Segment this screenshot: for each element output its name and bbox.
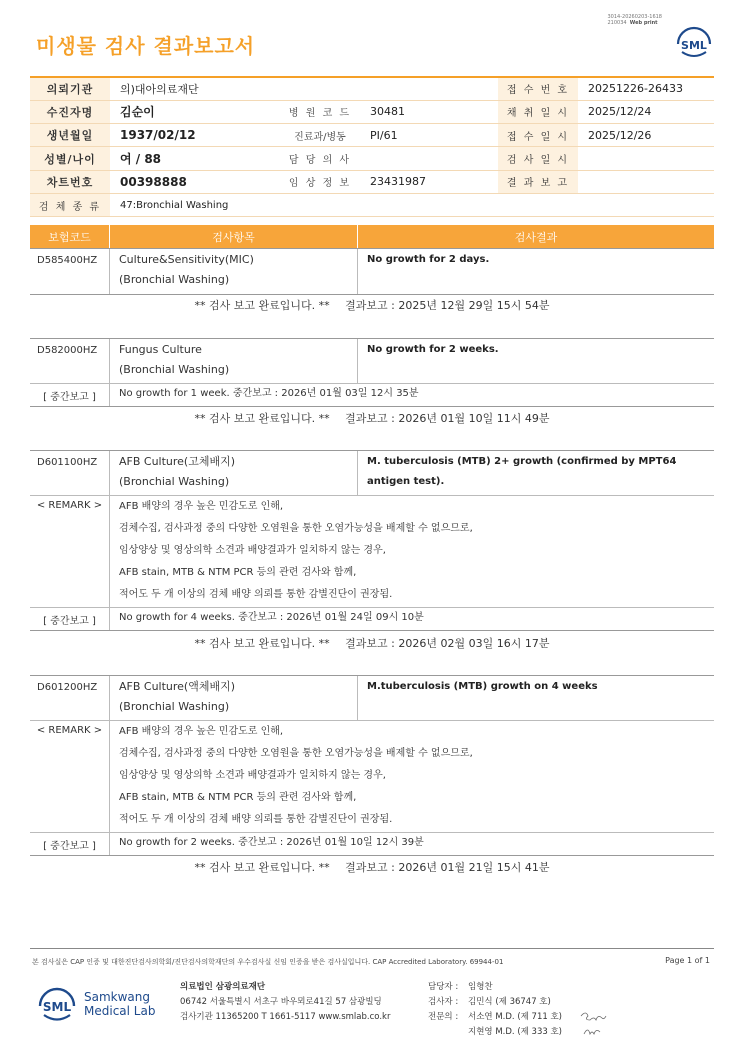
test-block-fungus <box>30 338 714 407</box>
test-item-name: AFB Culture(고체배지) <box>119 455 236 468</box>
interim-label: [ 중간보고 ] <box>30 384 110 406</box>
logo-text: SML <box>681 39 707 52</box>
manager-label: 담당자 : <box>428 982 459 992</box>
test-result: No growth for 2 days. <box>367 254 490 265</box>
test-code: D601200HZ <box>30 676 110 720</box>
remark-line: 적어도 두 개 이상의 검체 배양 의뢰를 통한 감별진단이 권장됨. <box>119 814 393 825</box>
clinical-label: 임 상 정 보 <box>280 170 360 193</box>
test-item-name: Culture&Sensitivity(MIC) <box>119 253 254 266</box>
corp-address: 06742 서울특별시 서초구 바우뫼로41길 57 삼광빌딩 <box>180 997 382 1007</box>
report-complete-text: ** 검사 보고 완료입니다. ** <box>194 412 330 425</box>
doctor-value <box>360 147 498 170</box>
remark-line: AFB stain, MTB & NTM PCR 등의 관련 검사와 함께, <box>119 792 357 803</box>
interim-row <box>30 833 714 855</box>
test-row <box>30 249 714 294</box>
column-result: 검사결과 <box>514 230 558 244</box>
specialist-value: 지현영 M.D. (제 333 호) <box>468 1027 563 1037</box>
results-header <box>30 225 714 248</box>
info-row <box>30 147 714 170</box>
test-item-specimen: (Bronchial Washing) <box>119 363 230 376</box>
remark-line: 적어도 두 개 이상의 검체 배양 의뢰를 통한 감별진단이 권장됨. <box>119 589 393 600</box>
report-complete-text: ** 검사 보고 완료입니다. ** <box>194 637 330 650</box>
test-item <box>110 339 358 383</box>
remark-line: AFB stain, MTB & NTM PCR 등의 관련 검사와 함께, <box>119 567 357 578</box>
test-date-label: 검 사 일 시 <box>498 147 578 170</box>
remark-line: 임상양상 및 영상의학 소견과 배양결과가 일치하지 않는 경우, <box>119 545 386 556</box>
test-item-specimen: (Bronchial Washing) <box>119 273 230 286</box>
test-item <box>110 451 358 495</box>
sml-logo-icon <box>36 982 78 1024</box>
test-item <box>110 676 358 720</box>
test-code: D585400HZ <box>30 249 110 294</box>
remark-line: 임상양상 및 영상의학 소견과 배양결과가 일치하지 않는 경우, <box>119 770 386 781</box>
test-date-value <box>578 147 714 170</box>
chart-label: 차트번호 <box>30 170 110 193</box>
tester-label: 검사자 : <box>428 997 459 1007</box>
sml-logo-icon <box>674 22 714 60</box>
requester-label: 의뢰기관 <box>30 77 110 100</box>
test-code: D582000HZ <box>30 339 110 383</box>
test-item-name: Fungus Culture <box>119 343 202 356</box>
manager-value: 임형찬 <box>468 982 493 992</box>
test-block-culture <box>30 248 714 295</box>
interim-text: No growth for 1 week. 중간보고 : 2026년 01월 03일 12시 35분 <box>119 388 419 399</box>
remark-row <box>30 496 714 608</box>
column-item: 검사항목 <box>110 225 358 248</box>
remark-line: AFB 배양의 경우 높은 민감도로 인해, <box>119 501 284 512</box>
report-complete-line <box>30 410 714 426</box>
doctor-label: 담 당 의 사 <box>280 147 360 170</box>
info-row <box>30 124 714 147</box>
brand-name <box>84 990 155 1018</box>
report-complete-text: ** 검사 보고 완료입니다. ** <box>194 861 330 874</box>
page-number: Page 1 of 1 <box>665 956 710 965</box>
receipt-date-label: 접 수 일 시 <box>498 124 578 147</box>
receipt-date-value: 2025/12/26 <box>578 124 714 147</box>
test-block-afb-solid <box>30 450 714 631</box>
remark-line: 검체수집, 검사과정 중의 다양한 오염원을 통한 오염가능성을 배제할 수 없으므로, <box>119 523 473 534</box>
footer-divider <box>30 948 714 949</box>
info-row <box>30 77 714 100</box>
report-complete-time: 결과보고 : 2025년 12월 29일 15시 54분 <box>345 299 550 312</box>
test-item <box>110 249 358 294</box>
staff-info <box>428 980 562 1040</box>
patient-label: 수진자명 <box>30 100 110 123</box>
report-label: 결 과 보 고 <box>498 170 578 193</box>
patient-value: 김순이 <box>110 100 280 123</box>
test-item-specimen: (Bronchial Washing) <box>119 700 230 713</box>
chart-value: 00398888 <box>110 170 280 193</box>
remark-label: < REMARK > <box>30 721 110 832</box>
remark-text <box>110 496 714 607</box>
document-code <box>607 14 662 26</box>
info-row <box>30 170 714 193</box>
receipt-no-value: 20251226-26433 <box>578 77 714 100</box>
birth-label: 생년월일 <box>30 124 110 147</box>
report-complete-line <box>30 859 714 875</box>
remark-line: AFB 배양의 경우 높은 민감도로 인해, <box>119 726 284 737</box>
interim-text: No growth for 4 weeks. 중간보고 : 2026년 01월 24일 09시 10분 <box>119 612 424 623</box>
specialist-value: 서소연 M.D. (제 711 호) <box>468 1012 563 1022</box>
report-complete-time: 결과보고 : 2026년 01월 10일 11시 49분 <box>345 412 550 425</box>
report-complete-line <box>30 297 714 313</box>
dept-label: 진료과/병동 <box>280 124 360 147</box>
report-value <box>578 170 714 193</box>
test-row <box>30 339 714 384</box>
report-complete-text: ** 검사 보고 완료입니다. ** <box>194 299 330 312</box>
corp-contact: 검사기관 11365200 T 1661-5117 www.smlab.co.kr <box>180 1012 391 1022</box>
info-row <box>30 193 714 216</box>
accreditation-note: 본 검사실은 CAP 인증 및 대한진단검사의학회/진단검사의학재단의 우수검사실 신임 인증을 받은 검사실입니다. CAP Accredited Laboratory. 69944-01 <box>32 958 504 966</box>
logo-text: SML <box>42 1000 72 1014</box>
specimen-value: 47:Bronchial Washing <box>110 193 714 216</box>
web-print-label: Web print <box>629 20 658 26</box>
corporation-info <box>180 980 390 1025</box>
receipt-no-label: 접 수 번 호 <box>498 77 578 100</box>
corp-name: 의료법인 삼광의료재단 <box>180 982 266 992</box>
interim-label: [ 중간보고 ] <box>30 833 110 855</box>
info-row <box>30 100 714 123</box>
doc-code-line: 3014-20260203-1618 <box>607 14 662 20</box>
report-complete-time: 결과보고 : 2026년 01월 21일 15시 41분 <box>345 861 550 874</box>
interim-row <box>30 384 714 406</box>
collect-date-label: 채 취 일 시 <box>498 100 578 123</box>
test-item-specimen: (Bronchial Washing) <box>119 475 230 488</box>
sex-age-label: 성별/나이 <box>30 147 110 170</box>
dept-value: PI/61 <box>360 124 498 147</box>
column-code: 보험코드 <box>30 225 110 248</box>
interim-row <box>30 608 714 630</box>
test-code: D601100HZ <box>30 451 110 495</box>
interim-label: [ 중간보고 ] <box>30 608 110 630</box>
test-row <box>30 676 714 721</box>
brand-line: Medical Lab <box>84 1004 156 1018</box>
interim-text: No growth for 2 weeks. 중간보고 : 2026년 01월 10일 12시 39분 <box>119 837 424 848</box>
doc-code-line-2: 210034 <box>607 20 627 26</box>
clinical-value: 23431987 <box>360 170 498 193</box>
sex-age-value: 여 / 88 <box>110 147 280 170</box>
hospital-code-value: 30481 <box>360 100 498 123</box>
specimen-label: 검 체 종 류 <box>30 193 110 216</box>
test-result: M. tuberculosis (MTB) 2+ growth (confirmed by MPT64 antigen test). <box>367 456 677 487</box>
remark-line: 검체수집, 검사과정 중의 다양한 오염원을 통한 오염가능성을 배제할 수 없으므로, <box>119 748 473 759</box>
test-block-afb-liquid <box>30 675 714 856</box>
report-complete-line <box>30 635 714 651</box>
remark-row <box>30 721 714 833</box>
signature-icon <box>578 1008 608 1040</box>
report-complete-time: 결과보고 : 2026년 02월 03일 16시 17분 <box>345 637 550 650</box>
test-result: M.tuberculosis (MTB) growth on 4 weeks <box>367 681 598 692</box>
tester-value: 김민식 (제 36747 호) <box>468 997 551 1007</box>
test-item-name: AFB Culture(액체배지) <box>119 680 236 693</box>
page-title: 미생물 검사 결과보고서 <box>36 34 256 58</box>
specialist-label: 전문의 : <box>428 1012 459 1022</box>
patient-info-table <box>30 76 714 217</box>
test-row <box>30 451 714 496</box>
remark-label: < REMARK > <box>30 496 110 607</box>
brand-line: Samkwang <box>84 990 150 1004</box>
collect-date-value: 2025/12/24 <box>578 100 714 123</box>
test-result: No growth for 2 weeks. <box>367 344 499 355</box>
hospital-code-label: 병 원 코 드 <box>280 100 360 123</box>
requester-value: 의)대아의료재단 <box>110 77 498 100</box>
birth-value: 1937/02/12 <box>110 124 280 147</box>
remark-text <box>110 721 714 832</box>
